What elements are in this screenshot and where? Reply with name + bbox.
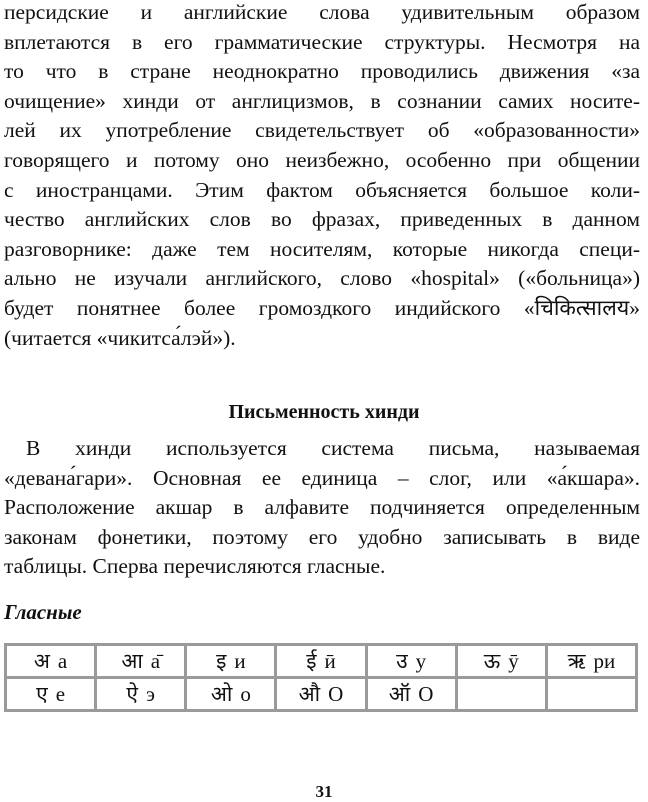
text-line: с иностранцами. Этим фактом объясняется большое коли- bbox=[4, 177, 640, 202]
text-line: «девана́гари». Основная ее единица – слог, или «а́кшара». bbox=[4, 465, 640, 490]
table-row bbox=[7, 679, 635, 709]
vowels-table bbox=[4, 643, 638, 712]
vowel-cell bbox=[368, 646, 455, 676]
vowel-cell bbox=[277, 679, 364, 709]
devanagari-letter: ओ bbox=[210, 682, 233, 706]
vowel-cell bbox=[277, 646, 364, 676]
vowels-subheading: Гласные bbox=[4, 600, 82, 624]
vowel-cell bbox=[97, 646, 184, 676]
empty-cell bbox=[458, 679, 545, 709]
text-line: вплетаются в его грамматические структуры. Несмотря на bbox=[4, 29, 640, 54]
devanagari-letter: इ bbox=[216, 649, 227, 673]
text-line: очищение» хинди от англицизмов, в сознании самих носите- bbox=[4, 88, 640, 113]
section-heading: Письменность хинди bbox=[228, 401, 420, 423]
text-line: В хинди используется система письма, называемая bbox=[26, 436, 640, 460]
empty-cell bbox=[548, 679, 635, 709]
devanagari-letter: ई bbox=[306, 649, 317, 673]
transliteration: ӯ bbox=[508, 649, 519, 673]
devanagari-letter: अ bbox=[33, 649, 50, 673]
text-line: будет понятнее более громоздкого индийского «चिकित्सालय» bbox=[4, 295, 640, 320]
text-line: говорящего и потому оно неизбежно, особенно при общении bbox=[4, 147, 640, 172]
table-row bbox=[7, 646, 635, 676]
devanagari-letter: ए bbox=[36, 682, 48, 706]
devanagari-letter: उ bbox=[396, 649, 408, 673]
transliteration: о bbox=[240, 682, 251, 706]
transliteration: а bbox=[57, 649, 68, 673]
text-line: Расположение акшар в алфавите подчиняется определенным bbox=[4, 495, 640, 520]
devanagari-letter: ऑ bbox=[388, 682, 411, 706]
transliteration: и bbox=[234, 649, 246, 673]
text-line: (читается «чикитса́лэй»). bbox=[4, 325, 236, 350]
transliteration: у bbox=[415, 649, 427, 673]
page-number: 31 bbox=[315, 782, 333, 801]
devanagari-letter: औ bbox=[298, 682, 321, 706]
transliteration: ри bbox=[593, 649, 616, 673]
text-line: чество английских слов во фразах, приведенных в данном bbox=[4, 207, 640, 232]
transliteration: е bbox=[55, 682, 66, 706]
transliteration: О bbox=[418, 682, 434, 706]
text-line: разговорнике: даже тем носителям, которые никогда специ- bbox=[4, 236, 640, 261]
devanagari-letter: ऋ bbox=[567, 649, 586, 673]
vowel-cell bbox=[187, 646, 274, 676]
devanagari-letter: ऐ bbox=[126, 682, 139, 706]
text-line: персидские и английские слова удивительным образом bbox=[4, 0, 640, 24]
transliteration: э bbox=[146, 682, 156, 706]
transliteration: а̄ bbox=[150, 649, 161, 673]
transliteration: ӣ bbox=[324, 649, 336, 673]
transliteration: О bbox=[328, 682, 344, 706]
text-line: законам фонетики, поэтому его удобно записывать в виде bbox=[4, 524, 640, 549]
paragraph-devanagari bbox=[4, 434, 640, 582]
vowel-cell bbox=[458, 646, 545, 676]
text-line: ально не изучали английского, слово «hospital» («больница») bbox=[4, 266, 640, 291]
paragraph-hindi-borrowings bbox=[4, 0, 640, 353]
vowel-cell bbox=[187, 679, 274, 709]
text-line: таблицы. Сперва перечисляются гласные. bbox=[4, 554, 386, 579]
devanagari-letter: ऊ bbox=[483, 649, 501, 673]
vowel-cell bbox=[368, 679, 455, 709]
vowel-cell bbox=[548, 646, 635, 676]
vowel-cell bbox=[7, 679, 94, 709]
devanagari-letter: आ bbox=[121, 649, 143, 673]
vowel-cell bbox=[7, 646, 94, 676]
vowel-cell bbox=[97, 679, 184, 709]
text-line: лей их употребление свидетельствует об «образованности» bbox=[4, 118, 640, 143]
text-line: то что в стране неоднократно проводились движения «за bbox=[4, 59, 640, 84]
